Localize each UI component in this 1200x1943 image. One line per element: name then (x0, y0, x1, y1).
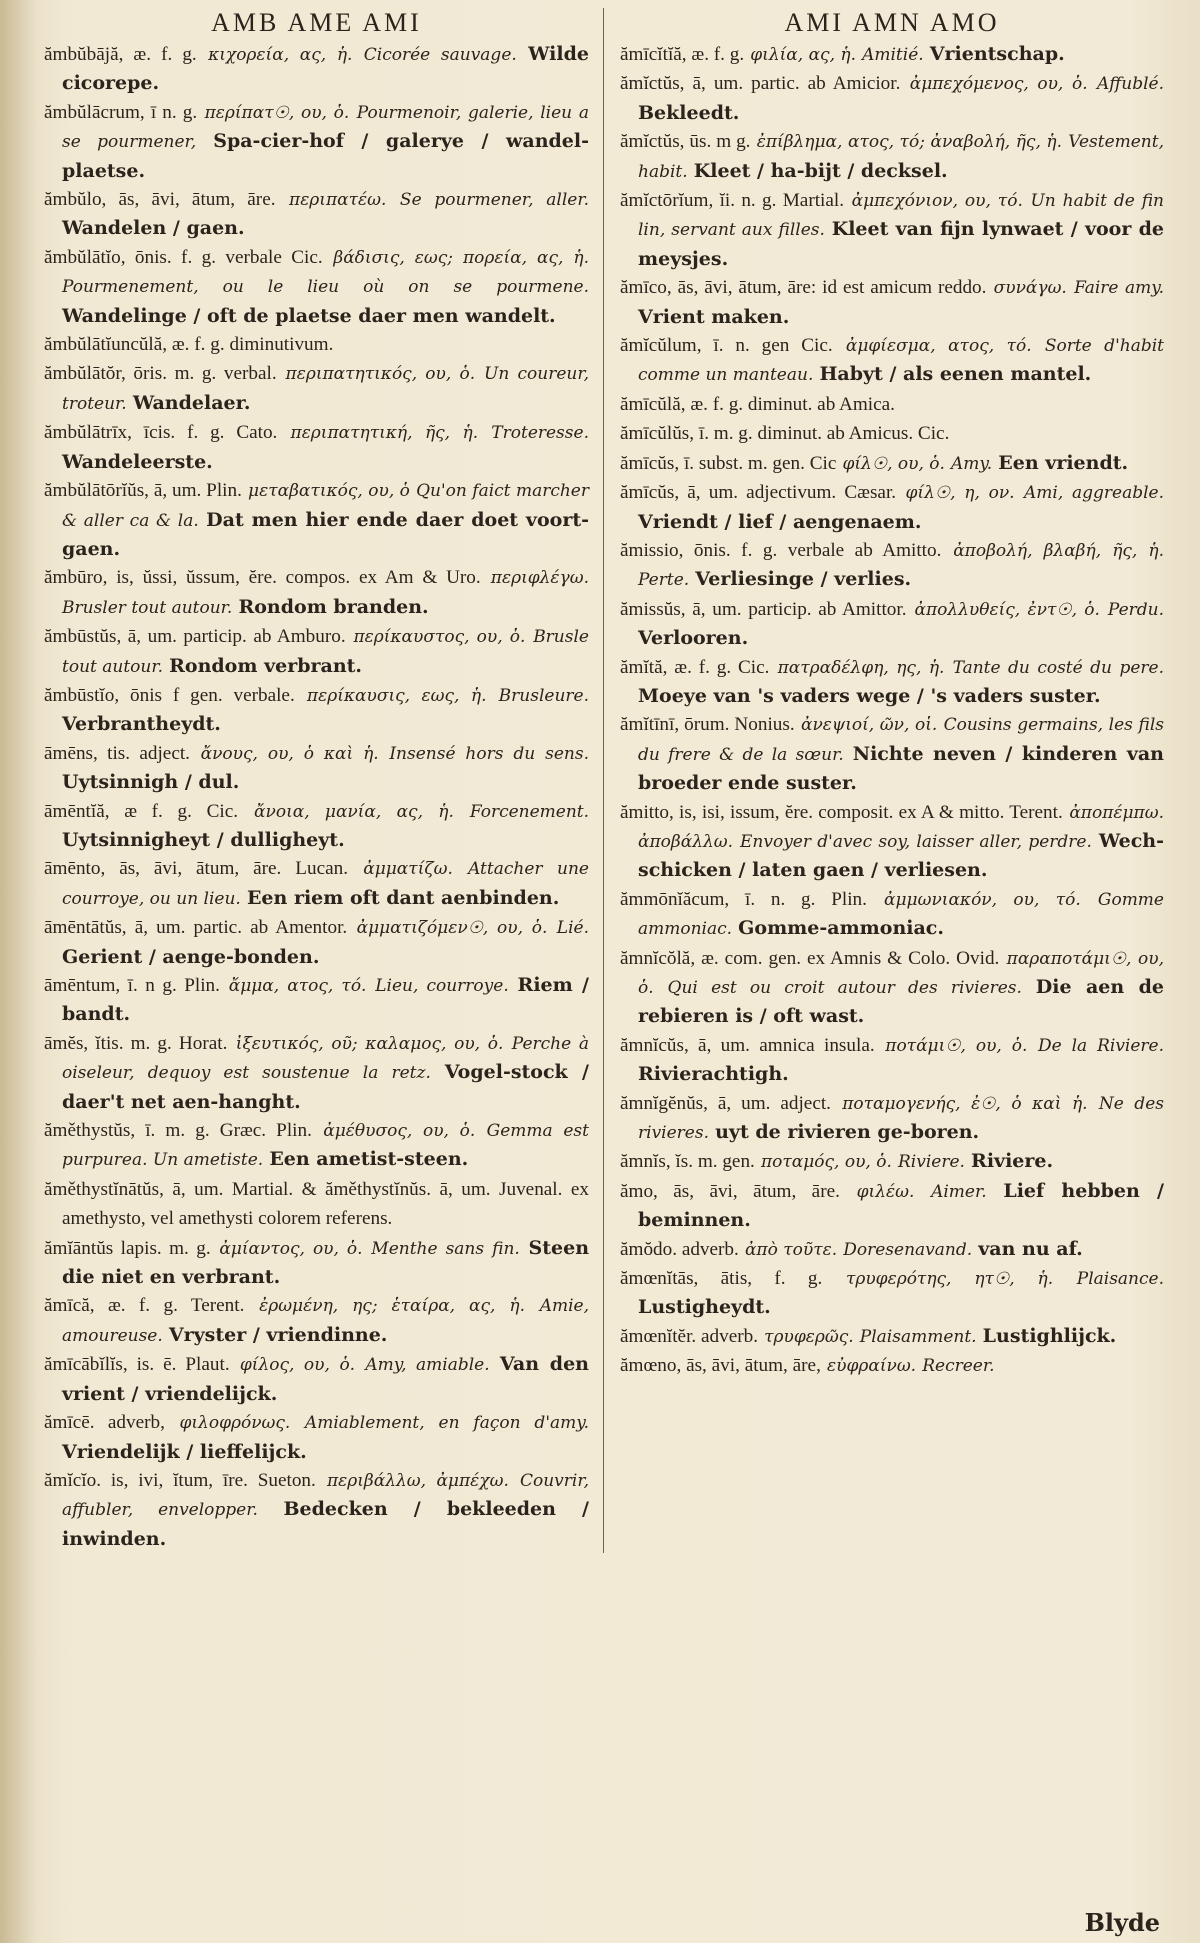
headword: ămmōnĭăcum, ī. n. g. Plin. (620, 888, 867, 910)
dutch-gloss: Verbrantheydt. (62, 713, 221, 736)
dutch-gloss: Van den vrient / vriendelijck. (62, 1353, 589, 1405)
running-head-right: AMI AMN AMO (784, 8, 1000, 37)
french-gloss: Aimer. (931, 1181, 987, 1202)
dutch-gloss: Bedecken / bekleeden / inwinden. (62, 1498, 589, 1550)
headword: ămnĭcŭs, ā, um. amnica insula. (620, 1034, 875, 1056)
dutch-gloss: Verlooren. (638, 627, 749, 650)
dictionary-entry (44, 1116, 589, 1175)
french-gloss: Un habit de fin lin, servant aux filles. (638, 191, 1164, 241)
french-gloss: Brusle tout autour. (62, 627, 589, 677)
dictionary-entry (620, 653, 1164, 711)
headword: ămbŭlātĭuncŭlă, æ. f. g. diminutivum. (44, 334, 334, 356)
greek-equivalent: παραποτάμι☉, ου, ὁ. (638, 948, 1164, 998)
french-gloss: Recreer. (922, 1356, 995, 1377)
headword: ămnĭcŏlă, æ. com. gen. ex Amnis & Colo. Ovid. (620, 947, 1000, 969)
dutch-gloss: Vriendt / lief / aengenaem. (638, 510, 922, 533)
french-gloss: Qui est ou croit autour des rivieres. (667, 978, 1022, 998)
dictionary-entry (44, 243, 589, 330)
left-entry-list (44, 40, 589, 1553)
binding-gutter (0, 0, 38, 1943)
dictionary-entry (620, 944, 1164, 1031)
dutch-gloss: Wech-schicken / laten gaen / verliesen. (638, 829, 1165, 882)
greek-equivalent: ἀμματιζόμεν☉, ου, ὁ. (356, 918, 548, 939)
dictionary-entry (44, 622, 589, 681)
dictionary-entry (44, 40, 589, 98)
greek-equivalent: ποταμογενής, ἐ☉, ὁ καὶ ἡ. (842, 1093, 1088, 1114)
french-gloss: Perte. (638, 570, 690, 591)
dictionary-entry (620, 331, 1164, 390)
dictionary-entry (620, 885, 1164, 944)
dutch-gloss: Wandelen / gaen. (62, 217, 245, 240)
headword: ămissio, ōnis. f. g. verbale ab Amitto. (620, 539, 942, 561)
running-head-left: AMB AME AMI (211, 8, 422, 37)
french-gloss: Amitié. (862, 45, 924, 65)
headword: ămĭtă, æ. f. g. Cic. (620, 656, 770, 678)
dutch-gloss: Lustighlijck. (982, 1324, 1117, 1347)
french-gloss: Plaisamment. (859, 1326, 977, 1347)
greek-equivalent: φιλέω. (856, 1181, 915, 1202)
headword: ămĭctŭs, ūs. m g. (620, 131, 751, 153)
greek-equivalent: φιλοφρόνως. (179, 1413, 291, 1434)
headword: ămīco, ās, āvi, ātum, āre: id est amicum reddo. (620, 277, 987, 299)
french-gloss: Lié. (556, 918, 589, 939)
headword: ămŏdo. adverb. (620, 1238, 739, 1260)
french-gloss: Pourmenement, ou le lieu où on se pourmene. (62, 277, 589, 298)
greek-equivalent: ἐρωμένη, ης; ἑταίρα, ας, ἡ. (259, 1296, 526, 1317)
dutch-gloss: Rondom verbrant. (169, 654, 363, 677)
dictionary-entry (44, 971, 589, 1029)
headword: ămbūro, is, ŭssi, ŭssum, ĕre. compos. ex Am & Uro. (44, 567, 481, 589)
headword: ămĭtīnī, ōrum. Nonius. (620, 714, 795, 736)
headword: ămīcŭlă, æ. f. g. diminut. ab Amica. (620, 393, 895, 415)
french-gloss: De la Riviere. (1037, 1035, 1165, 1056)
headword: ămīcŭs, ā, um. adjectivum. Cæsar. (620, 482, 897, 504)
dutch-gloss: Kleet van fijn lynwaet / voor de meysjes. (638, 218, 1164, 270)
greek-equivalent: φίλ☉, ου, ὁ. (842, 453, 945, 474)
dictionary-entry (620, 1177, 1164, 1235)
dutch-gloss: Een vriendt. (998, 451, 1129, 474)
greek-equivalent: ἀμίαντος, ου, ὁ. (219, 1238, 363, 1259)
dictionary-entry (44, 1029, 589, 1116)
french-gloss: Insensé hors du sens. (389, 743, 590, 764)
dictionary-entry (620, 798, 1164, 885)
greek-equivalent: ἀμπεχόνιον, ου, τό. (851, 191, 1023, 212)
headword: āmēns, tis. adject. (44, 742, 190, 764)
greek-equivalent: φίλ☉, η, ον. (905, 483, 1015, 504)
greek-equivalent: ἀποβολή, βλαβή, ῆς, ἡ. (953, 540, 1164, 561)
dutch-gloss: Spa-cier-hof / galerye / wandel-plaetse. (62, 130, 589, 182)
headword: ămbŭlo, ās, āvi, ātum, āre. (44, 189, 276, 211)
two-column-layout (44, 8, 1186, 1553)
french-gloss: Amy. (951, 453, 993, 474)
french-gloss: Plaisance. (1076, 1269, 1164, 1290)
headword: ămbŭlācrum, ī n. g. (44, 101, 198, 123)
dictionary-entry (44, 1466, 589, 1553)
greek-equivalent: συνάγω. (993, 278, 1067, 299)
dutch-gloss: Kleet / ha-bijt / decksel. (693, 159, 948, 182)
headword: ămnĭgĕnŭs, ā, um. adject. (620, 1092, 831, 1114)
greek-equivalent: τρυφερῶς. (764, 1326, 854, 1347)
headword: ămīcă, æ. f. g. Terent. (44, 1295, 245, 1317)
greek-equivalent: εὐφραίνω. (826, 1356, 917, 1377)
dutch-gloss: Uytsinnigh / dul. (62, 771, 240, 794)
dictionary-entry (620, 595, 1164, 653)
headword: ămĭcŭlum, ī. n. gen Cic. (620, 335, 833, 357)
dictionary-entry (620, 1322, 1164, 1351)
dutch-gloss: Lief hebben / beminnen. (638, 1179, 1164, 1232)
dutch-gloss: Gerient / aenge-bonden. (62, 945, 320, 968)
dutch-gloss: Een ametist-steen. (269, 1148, 469, 1171)
headword: āmēntātŭs, ā, um. partic. ab Amentor. (44, 917, 348, 939)
greek-equivalent: ἄνοια, μανία, ας, ἡ. (254, 801, 454, 822)
dictionary-entry (44, 476, 589, 563)
headword: ămissŭs, ā, um. particip. ab Amittor. (620, 598, 907, 620)
headword: ămœnĭtās, ātis, f. g. (620, 1268, 823, 1290)
dutch-gloss: Wandeleerste. (62, 450, 213, 473)
headword: ămo, ās, āvi, ātum, āre. (620, 1180, 840, 1202)
dictionary-entry (620, 1147, 1164, 1176)
greek-equivalent: ἐπίβλημα, ατος, τό; ἀναβολή, ῆς, ἡ. (756, 132, 1062, 153)
headword: ămnĭs, ĭs. m. gen. (620, 1151, 755, 1173)
french-gloss: Brusler tout autour. (62, 597, 233, 618)
dictionary-entry (44, 185, 589, 243)
dictionary-entry (620, 1089, 1164, 1148)
french-gloss: Ne des rivieres. (638, 1093, 1164, 1144)
headword: ămœno, ās, āvi, ātum, āre, (620, 1355, 821, 1377)
headword: ămĭcĭo. is, ivi, ĭtum, īre. Sueton. (44, 1469, 316, 1491)
french-gloss: Riviere. (897, 1152, 965, 1173)
headword: ămbŭlātŏr, ōris. m. g. verbal. (44, 363, 277, 385)
greek-equivalent: περιβάλλω, ἀμπέχω. (326, 1470, 509, 1491)
headword: ămbŭlātĭo, ōnis. f. g. verbale Cic. (44, 246, 323, 268)
dictionary-entry (620, 69, 1164, 127)
dutch-gloss: Die aen de rebieren is / oft wast. (638, 976, 1164, 1028)
greek-equivalent: περιπατέω. (289, 190, 387, 211)
dictionary-entry (620, 449, 1164, 478)
headword: ămbŭlātrīx, īcis. f. g. Cato. (44, 422, 278, 444)
french-gloss: Lieu, courroye. (375, 976, 509, 996)
dictionary-entry (620, 1235, 1164, 1264)
french-gloss: Forcenement. (469, 801, 590, 822)
dutch-gloss: Riem / bandt. (62, 974, 589, 1026)
french-gloss: Perdu. (1107, 599, 1164, 620)
greek-equivalent: φίλος, ου, ὁ. (239, 1355, 356, 1376)
greek-equivalent: φιλία, ας, ἡ. (750, 45, 856, 65)
greek-equivalent: περίπατ☉, ου, ὁ. (204, 102, 350, 123)
dictionary-entry (44, 330, 589, 359)
headword: ămīcĭtĭă, æ. f. g. (620, 44, 745, 65)
dictionary-entry (620, 710, 1164, 797)
dictionary-entry (44, 1350, 589, 1408)
dutch-gloss: Vogel-stock / daer't net aen-hanght. (62, 1061, 589, 1113)
headword: ămbŭlātōrĭŭs, ā, um. Plin. (44, 480, 242, 502)
french-gloss: Menthe sans fin. (371, 1238, 520, 1259)
dutch-gloss: Een riem oft dant aenbinden. (246, 886, 560, 909)
dutch-gloss: Riviere. (971, 1150, 1054, 1173)
greek-equivalent: περιφλέγω. (490, 568, 589, 589)
dictionary-entry (44, 1408, 589, 1466)
french-gloss: Faire amy. (1074, 278, 1164, 299)
french-gloss: Ami, aggreable. (1024, 483, 1165, 504)
catchword: Blyde (1084, 1908, 1160, 1937)
dictionary-entry (620, 390, 1164, 419)
headword: ăměthystĭnātŭs, ā, um. Martial. & ăměthystĭnŭs. ā, um. Juvenal. ex amethysto, vel amethysti colorem referens. (44, 1178, 589, 1230)
greek-equivalent: ἀπολλυθείς, ἐντ☉, ὁ. (914, 599, 1100, 620)
greek-equivalent: περίκαυστος, ου, ὁ. (353, 627, 526, 648)
french-gloss: Tante du costé du pere. (952, 657, 1164, 678)
dutch-gloss: Gomme-ammoniac. (738, 917, 944, 940)
dutch-gloss: uyt de rivieren ge-boren. (715, 1121, 980, 1144)
french-gloss: Sorte d'habit comme un manteau. (638, 336, 1164, 386)
french-gloss: Un coureur, troteur. (62, 364, 590, 414)
dutch-gloss: Vryster / vriendinne. (168, 1323, 388, 1346)
dutch-gloss: Nichte neven / kinderen van broeder ende suster. (638, 742, 1164, 795)
dutch-gloss: Lustigheydt. (638, 1296, 771, 1319)
dictionary-entry (44, 797, 589, 855)
french-gloss: Couvrir, affubler, envelopper. (62, 1470, 589, 1521)
french-gloss: Brusleure. (498, 685, 589, 706)
greek-equivalent: περίκαυσις, εως, ἡ. (306, 685, 487, 706)
greek-equivalent: ἰξευτικός, οῦ; καλαμος, ου, ὁ. (235, 1033, 504, 1054)
headword: ămīcābĭlĭs, is. ē. Plaut. (44, 1354, 230, 1376)
headword: ămœnĭtĕr. adverb. (620, 1325, 758, 1347)
dictionary-entry (44, 1234, 589, 1292)
dictionary-entry (620, 1031, 1164, 1089)
dictionary-entry (620, 1264, 1164, 1322)
dictionary-entry (44, 681, 589, 739)
dutch-gloss: Wandelinge / oft de plaetse daer men wandelt. (62, 304, 556, 327)
dutch-gloss: Wilde cicorepe. (62, 43, 589, 95)
left-column (44, 8, 604, 1553)
dictionary-entry (44, 913, 589, 971)
headword: ămīcŭs, ī. subst. m. gen. Cic (620, 452, 837, 474)
greek-equivalent: ἀμφίεσμα, ατος, τό. (845, 336, 1032, 357)
dictionary-entry (620, 273, 1164, 331)
dictionary-entry (44, 563, 589, 622)
headword: ămbŭbājă, æ. f. g. (44, 44, 197, 65)
french-gloss: Envoyer d'avec soy, laisser aller, perdre. (740, 831, 1092, 852)
greek-equivalent: πατραδέλφη, ης, ἡ. (777, 657, 945, 678)
greek-equivalent: ἀνεψιοί, ῶν, οἱ. (800, 715, 938, 736)
greek-equivalent: ἀμέθυσος, ου, ὁ. (323, 1121, 476, 1142)
headword: ămĭāntŭs lapis. m. g. (44, 1237, 211, 1259)
dictionary-entry (44, 98, 589, 185)
dutch-gloss: Vrient maken. (638, 305, 790, 328)
dictionary-entry (44, 1175, 589, 1234)
greek-equivalent: περιπατητικός, ου, ὁ. (285, 364, 476, 385)
dictionary-entry (620, 536, 1164, 595)
right-entry-list (620, 40, 1164, 1381)
french-gloss: Affublé. (1096, 74, 1164, 95)
dutch-gloss: van nu af. (978, 1237, 1083, 1260)
greek-equivalent: ἀπὸ τοῦτε. (744, 1239, 838, 1260)
dictionary-entry (44, 418, 589, 476)
french-gloss: Perche à oiseleur, dequoy est soustenue la retz. (62, 1033, 589, 1084)
dutch-gloss: Verliesinge / verlies. (695, 568, 912, 591)
dutch-gloss: Dat men hier ende daer doet voort-gaen. (62, 508, 589, 560)
headword: ămbūstŭs, ā, um. particip. ab Amburo. (44, 626, 346, 648)
dutch-gloss: Moeye van 's vaders wege / 's vaders suster. (638, 684, 1101, 707)
dutch-gloss: Vrientschap. (929, 43, 1065, 65)
dictionary-entry (44, 359, 589, 418)
greek-equivalent: μεταβατικός, ου, ὁ (248, 481, 410, 502)
greek-equivalent: περιπατητική, ῆς, ἡ. (290, 423, 479, 444)
french-gloss: Troteresse. (491, 423, 589, 444)
dutch-gloss: Rondom branden. (238, 595, 429, 618)
dictionary-entry (620, 1351, 1164, 1380)
dutch-gloss: Rivierachtigh. (638, 1063, 789, 1086)
greek-equivalent: κιχορεία, ας, ἡ. (208, 45, 353, 65)
french-gloss: Cousins germains, les fils du frere & de la sœur. (638, 715, 1164, 765)
dictionary-entry (44, 1291, 589, 1350)
dictionary-entry (620, 478, 1164, 536)
greek-equivalent: ποταμός, ου, ὁ. (760, 1152, 892, 1173)
french-gloss: Gemma est purpurea. Un ametiste. (62, 1121, 589, 1171)
french-gloss: Vestement, habit. (638, 132, 1164, 182)
greek-equivalent: ἀμμωνιακόν, ου, τό. (884, 889, 1081, 910)
french-gloss: Amy, amiable. (365, 1355, 490, 1376)
dutch-gloss: Wandelaer. (132, 391, 251, 414)
french-gloss: Qu'on faict marcher & aller ca & la. (62, 481, 589, 531)
french-gloss: Gomme ammoniac. (638, 889, 1164, 940)
greek-equivalent: ἀμπεχόμενος, ου, ὁ. (909, 74, 1088, 95)
greek-equivalent: ποτάμι☉, ου, ὁ. (885, 1035, 1028, 1056)
headword: āmĕs, ĭtis. m. g. Horat. (44, 1032, 228, 1054)
headword: ămĭctŭs, ā, um. partic. ab Amicior. (620, 73, 901, 95)
headword: ămīcē. adverb, (44, 1412, 165, 1434)
headword: ămīcŭlŭs, ī. m. g. diminut. ab Amicus. Cic. (620, 423, 950, 445)
dutch-gloss: Bekleedt. (638, 101, 740, 124)
dutch-gloss: Habyt / als eenen mantel. (819, 363, 1092, 386)
french-gloss: Amiablement, en façon d'amy. (304, 1413, 589, 1434)
french-gloss: Amie, amoureuse. (62, 1296, 589, 1346)
headword: ămĭctōrĭum, ĭi. n. g. Martial. (620, 190, 845, 212)
french-gloss: Doresenavand. (843, 1239, 973, 1260)
greek-equivalent: ἀμματίζω. (363, 859, 453, 880)
dutch-gloss: Uytsinnigheyt / dulligheyt. (62, 828, 345, 851)
french-gloss: Pourmenoir, galerie, lieu a se pourmener, (62, 102, 589, 153)
french-gloss: Attacher une courroye, ou un lieu. (62, 859, 589, 909)
greek-equivalent: ἄνους, ου, ὁ καὶ ἡ. (200, 743, 379, 764)
headword: ămbūstĭo, ōnis f gen. verbale. (44, 684, 295, 706)
dictionary-entry (620, 186, 1164, 273)
dutch-gloss: Steen die niet en verbrant. (62, 1236, 590, 1289)
dictionary-entry (620, 419, 1164, 448)
greek-equivalent: τρυφερότης, ητ☉, ἡ. (845, 1269, 1054, 1290)
headword: āmēntĭă, æ f. g. Cic. (44, 800, 239, 822)
headword: ămitto, is, isi, issum, ĕre. composit. ex A & mitto. Terent. (620, 801, 1063, 823)
french-gloss: Cicorée sauvage. (363, 45, 517, 65)
dictionary-entry (44, 854, 589, 913)
headword: ăměthystŭs, ī. m. g. Græc. Plin. (44, 1120, 312, 1142)
dictionary-entry (620, 127, 1164, 186)
french-gloss: Se pourmener, aller. (399, 190, 589, 211)
greek-equivalent: ἄμμα, ατος, τό. (228, 976, 367, 996)
greek-equivalent: ἀποπέμπω. ἀποβάλλω. (638, 802, 1164, 852)
headword: āmēnto, ās, āvi, ātum, āre. Lucan. (44, 858, 348, 880)
dictionary-entry (44, 739, 589, 797)
greek-equivalent: βάδισις, εως; πορεία, ας, ἡ. (333, 247, 589, 268)
headword: āmēntum, ī. n g. Plin. (44, 975, 220, 996)
dictionary-entry (620, 40, 1164, 69)
right-column (604, 8, 1164, 1553)
dutch-gloss: Vriendelijk / lieffelijck. (62, 1440, 307, 1463)
